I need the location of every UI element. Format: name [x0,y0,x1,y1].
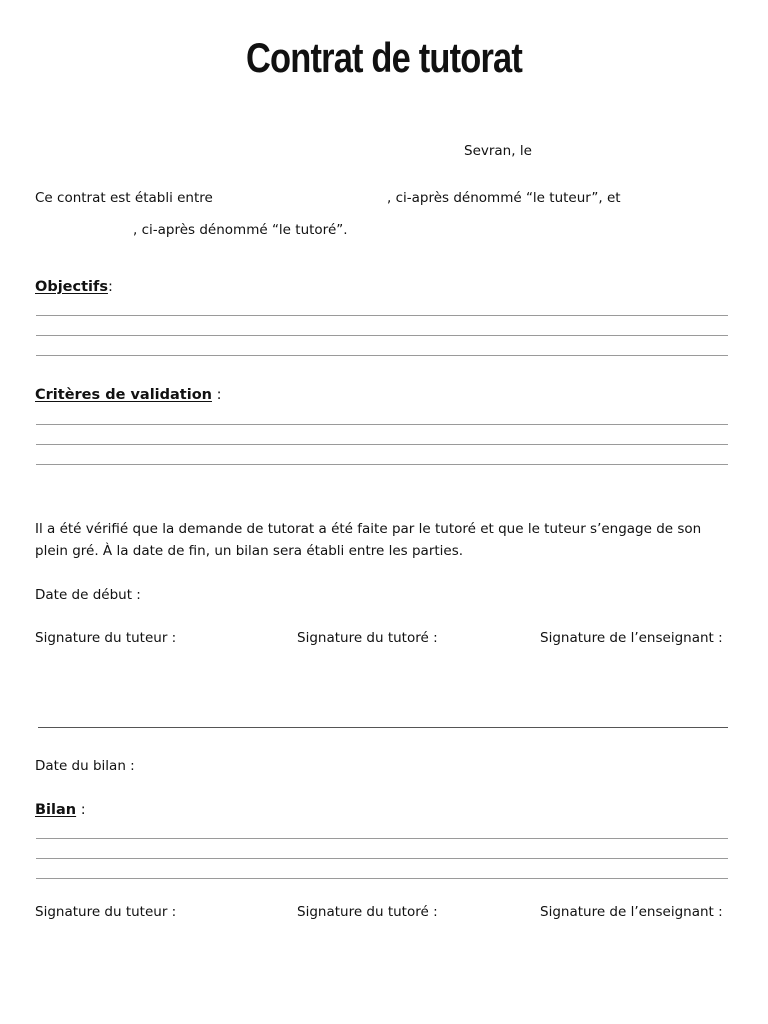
bilan-suffix: : [76,802,86,818]
date-debut-label: Date de début : [35,587,141,603]
criteres-heading [35,387,221,403]
signature-tutore-label-2: Signature du tutoré : [297,904,438,920]
objectifs-suffix: : [107,279,113,295]
objectifs-line-2 [36,335,728,336]
place-date: Sevran, le [464,143,532,159]
bilan-label: Bilan [35,802,77,818]
signature-enseignant-label: Signature de l’enseignant : [540,630,723,646]
signature-tutore-label: Signature du tutoré : [297,630,438,646]
bilan-line-3 [36,878,728,879]
intro-part-2: , ci-après dénommé “le tuteur”, et [387,190,621,206]
bilan-line-1 [36,838,728,839]
criteres-label: Critères de validation [35,387,212,403]
bilan-heading [35,802,86,818]
signature-enseignant-label-2: Signature de l’enseignant : [540,904,723,920]
signature-tuteur-label: Signature du tuteur : [35,630,177,646]
signature-tuteur-label-2: Signature du tuteur : [35,904,177,920]
criteres-line-2 [36,444,728,445]
objectifs-heading [35,279,113,295]
objectifs-label: Objectifs [35,279,108,295]
bilan-line-2 [36,858,728,859]
intro-part-1: Ce contrat est établi entre [35,190,213,206]
date-bilan-label: Date du bilan : [35,758,135,774]
statement-paragraph: Il a été vérifié que la demande de tutorat a été faite par le tutoré et que le tuteur s’engage de son plein gré. À la date de fin, un bilan sera établi entre les parties. [35,521,702,559]
objectifs-line-1 [36,315,728,316]
separator-line [38,727,728,728]
intro-part-3: , ci-après dénommé “le tutoré”. [133,222,348,238]
criteres-suffix: : [211,387,222,403]
page-title: Contrat de tutorat [245,34,523,81]
criteres-line-1 [36,424,728,425]
objectifs-line-3 [36,355,728,356]
criteres-line-3 [36,464,728,465]
